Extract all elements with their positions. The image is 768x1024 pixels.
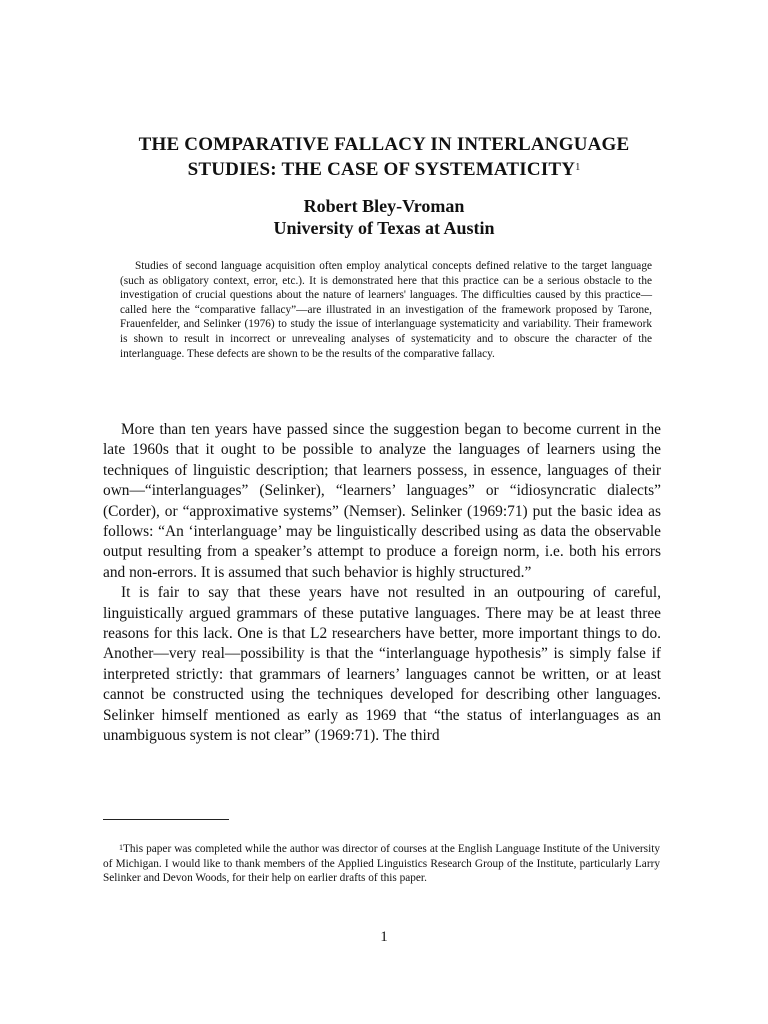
footnote-text: This paper was completed while the author was director of courses at the English Language Institute of the University of Michigan. I would like to thank members of the Applied Linguistics Research Group of the Institute, particularly Larry Selinker and Devon Woods, for their help on earlier drafts of this paper. [103,843,660,885]
title-line-2 [80,157,688,182]
footnote-marker: 1 [119,843,123,852]
author-name: Robert Bley-Vroman [303,196,465,216]
body-paragraph-2: It is fair to say that these years have not resulted in an outpouring of careful, linguistically argued grammars of these putative languages. There may be at least three reasons for this lack. One is that L2 researchers have better, more important things to do. Another—very real—possibility is that the “interlanguage hypothesis” is simply false if interpreted strictly: that grammars of learners’ languages cannot be written, or at least cannot be constructed using the techniques developed for describing other languages. Selinker himself mentioned as early as 1969 that “the status of interlanguages as an unambiguous system is not clear” (1969:71). The third [103,584,661,745]
body-text [103,420,661,747]
author-affiliation: University of Texas at Austin [273,218,495,238]
title-line-2-text: STUDIES: THE CASE OF SYSTEMATICITY [187,159,576,180]
page-number: 1 [380,929,388,945]
footnote-divider [103,819,229,820]
title-line-1: THE COMPARATIVE FALLACY IN INTERLANGUAGE [138,134,630,155]
body-paragraph-1: More than ten years have passed since the suggestion began to become current in the late 1960s that it ought to be possible to analyze the languages of learners using the techniques of linguistic description; that learners possess, in essence, languages of their own—“interlanguages” (Selinker), “learners’ languages” or “idiosyncratic dialects” (Corder), or “approximative systems” (Nemser). Selinker (1969:71) put the basic idea as follows: “An ‘interlanguage’ may be linguistically described using as data the observable output resulting from a speaker’s attempt to produce a foreign norm, i.e. both his errors and non-errors. It is assumed that such behavior is highly structured.” [103,421,661,581]
author-block [80,195,688,239]
footnote [103,842,660,886]
abstract: Studies of second language acquisition often employ analytical concepts defined relative to the target language (such as obligatory context, error, etc.). It is demonstrated here that this practice can be a serious obstacle to the investigation of crucial questions about the nature of learners' languages. The difficulties caused by this practice—called here the “comparative fallacy”—are illustrated in an investigation of the framework proposed by Tarone, Frauenfelder, and Selinker (1976) to study the issue of interlanguage systematicity and variability. Their framework is shown to result in incorrect or unrevealing analyses of systematicity and to obscure the character of the interlanguage. These defects are shown to be the results of the comparative fallacy. [120,260,652,360]
title-footnote-marker: 1 [575,162,581,173]
paper-title [80,132,688,182]
